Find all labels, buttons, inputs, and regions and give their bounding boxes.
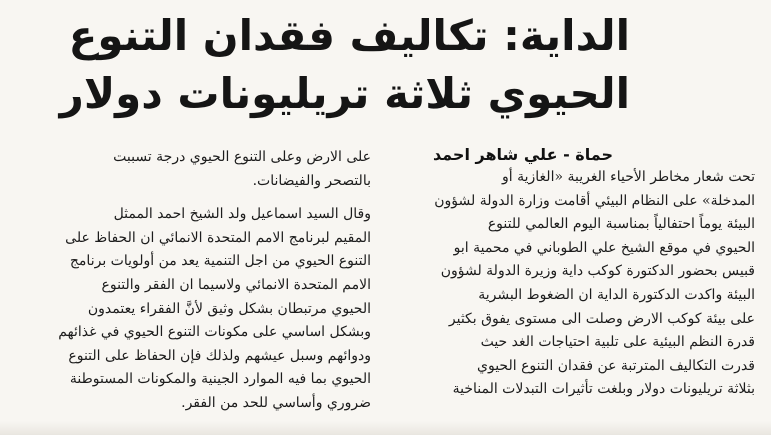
text-line: ضروري وأساسي للحد من الفقر. [181, 394, 371, 411]
paragraph-gap [19, 193, 371, 203]
text-line: بالتصحر والفيضانات. [252, 172, 371, 189]
text-line: قدرة النظم البيئية على تلبية احتياجات الغد حيث [480, 334, 755, 351]
text-line: الحيوي مرتبطان بشكل وثيق لأنَّ الفقراء يعتمدون [87, 300, 371, 317]
text-line: البيئة واكدت الدكتورة الداية ان الضغوط البشرية [478, 286, 755, 303]
headline-line-1: الداية: تكاليف فقدان التنوع [68, 11, 630, 60]
text-line: ودوائهم وسبل عيشهم ولذلك فإن الحفاظ على التنوع [68, 347, 371, 364]
text-line: الامم المتحدة الانمائي ولاسيما ان الفقر والتنوع [101, 276, 371, 293]
article-column-right [383, 166, 755, 402]
text-line: المدخلة» على النظام البيئي أقامت وزارة الدولة لشؤون [434, 192, 755, 209]
scan-edge-shadow [0, 421, 771, 435]
headline-line-2: الحيوي ثلاثة تريليونات دولار [59, 69, 630, 118]
text-line: وبشكل اساسي على مكونات التنوع الحيوي في غذائهم [58, 324, 371, 341]
byline: حماة - علي شاهر احمد [432, 145, 613, 164]
text-line: تحت شعار مخاطر الأحياء الغريبة «الغازية أو [502, 169, 755, 185]
text-line: الحيوي في موقع الشيخ علي الطوباني في محمية ابو [453, 239, 755, 256]
article-column-left [19, 146, 371, 416]
text-line: وقال السيد اسماعيل ولد الشيخ احمد الممثل [113, 206, 371, 223]
text-line: قبيس بحضور الدكتورة كوكب داية وزيرة الدولة لشؤون [440, 263, 755, 280]
text-line: على بيئة كوكب الارض وصلت الى مستوى يفوق بكثير [448, 310, 755, 327]
text-line: المقيم لبرنامج الامم المتحدة الانمائي ان الحفاظ على [65, 229, 371, 246]
text-line: البيئة يوماً احتفالياً بمناسبة اليوم العالمي للتنوع [487, 216, 755, 233]
text-line: على الارض وعلى التنوع الحيوي درجة تسببت [113, 149, 371, 165]
text-line: قدرت التكاليف المترتبة عن فقدان التنوع الحيوي [477, 357, 755, 374]
text-line: التنوع الحيوي من اجل التنمية يعد من أولويات برنامج [69, 253, 371, 270]
text-line: الحيوي بما فيه الموارد الجينية والمكونات المستوطنة [69, 371, 371, 388]
text-line: بثلاثة تريليونات دولار وبلغت تأثيرات التبدلات المناخية [452, 381, 755, 398]
